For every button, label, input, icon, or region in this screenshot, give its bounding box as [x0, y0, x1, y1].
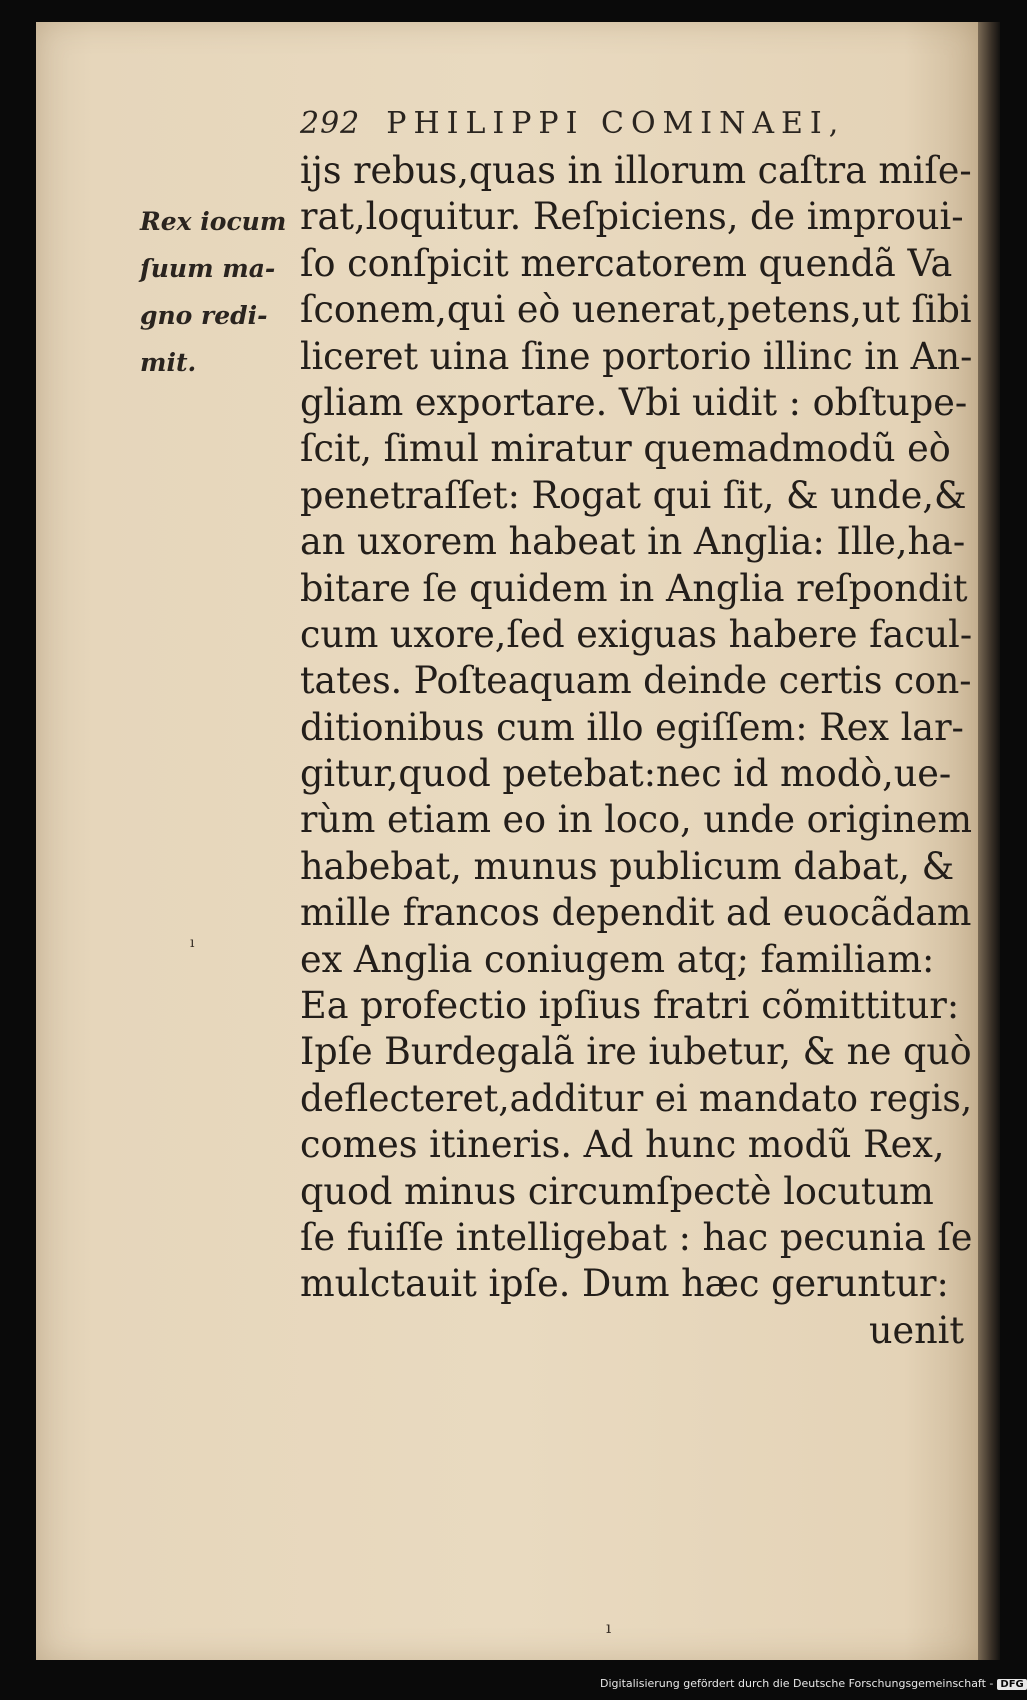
paper-speck: ı — [606, 1618, 612, 1637]
text-line: Ea profectio ipſius fratri cõmittitur: — [300, 984, 960, 1028]
digitization-credit — [600, 1677, 1027, 1690]
text-line: rat,loquitur. Reſpiciens, de improui- — [300, 195, 964, 239]
text-line: ſconem,qui eò uenerat,petens,ut ſibi — [300, 288, 972, 332]
running-header — [300, 106, 845, 141]
paper-speck: ı — [190, 935, 195, 951]
text-line: mulctauit ipſe. Dum hæc geruntur: — [300, 1262, 949, 1306]
text-line: cum uxore,ſed exiguas habere facul- — [300, 612, 973, 656]
text-line: gitur,quod petebat:nec id modò,ue- — [300, 752, 952, 796]
marginal-note-line: Rex iocum — [140, 207, 287, 236]
text-line: tates. Poſteaquam deinde certis con- — [300, 659, 972, 703]
text-line: ſcit, ſimul miratur quemadmodũ eò — [300, 427, 951, 471]
text-line: Ipſe Burdegalã ire iubetur, & ne quò — [300, 1030, 972, 1074]
marginal-note-line: gno redi- — [140, 301, 268, 330]
text-line: mille francos dependit ad euocãdam — [300, 891, 972, 935]
marginal-note — [140, 198, 286, 386]
text-line: habebat, munus publicum dabat, & — [300, 844, 955, 888]
text-line: rùm etiam eo in loco, unde originem — [300, 798, 972, 842]
text-line: ditionibus cum illo egiſſem: Rex lar- — [300, 705, 964, 749]
text-line: ſo conſpicit mercatorem quendã Va — [300, 241, 953, 285]
text-line: comes itineris. Ad hunc modũ Rex, — [300, 1123, 945, 1167]
text-line: liceret uina ſine portorio illinc in An- — [300, 334, 973, 378]
text-line: gliam exportare. Vbi uidit : obſtupe- — [300, 380, 968, 424]
text-line: penetraſſet: Rogat qui ſit, & unde,& — [300, 473, 967, 517]
credit-text: Digitalisierung gefördert durch die Deutsche Forschungsgemeinschaft - — [600, 1677, 994, 1690]
text-line: ex Anglia coniugem atq; familiam: — [300, 937, 935, 981]
text-line: ſe fuiſſe intelligebat : hac pecunia ſe — [300, 1215, 973, 1259]
text-line: an uxorem habeat in Anglia: Ille,ha- — [300, 520, 966, 564]
page-number: 292 — [300, 106, 361, 141]
dfg-logo: DFG — [997, 1679, 1026, 1690]
text-line: deflecteret,additur ei mandato regis, — [300, 1076, 973, 1120]
page-binding-edge — [978, 22, 1000, 1660]
text-line: quod minus circumſpectè locutum — [300, 1169, 934, 1213]
text-line: bitare ſe quidem in Anglia reſpondit — [300, 566, 968, 610]
running-title: PHILIPPI COMINAEI, — [386, 106, 846, 141]
catchword: uenit — [868, 1308, 965, 1352]
text-line: ijs rebus,quas in illorum caſtra miſe- — [300, 149, 972, 192]
body-text — [300, 148, 980, 1354]
marginal-note-line: mit. — [140, 348, 197, 377]
marginal-note-line: ſuum ma- — [140, 254, 276, 283]
